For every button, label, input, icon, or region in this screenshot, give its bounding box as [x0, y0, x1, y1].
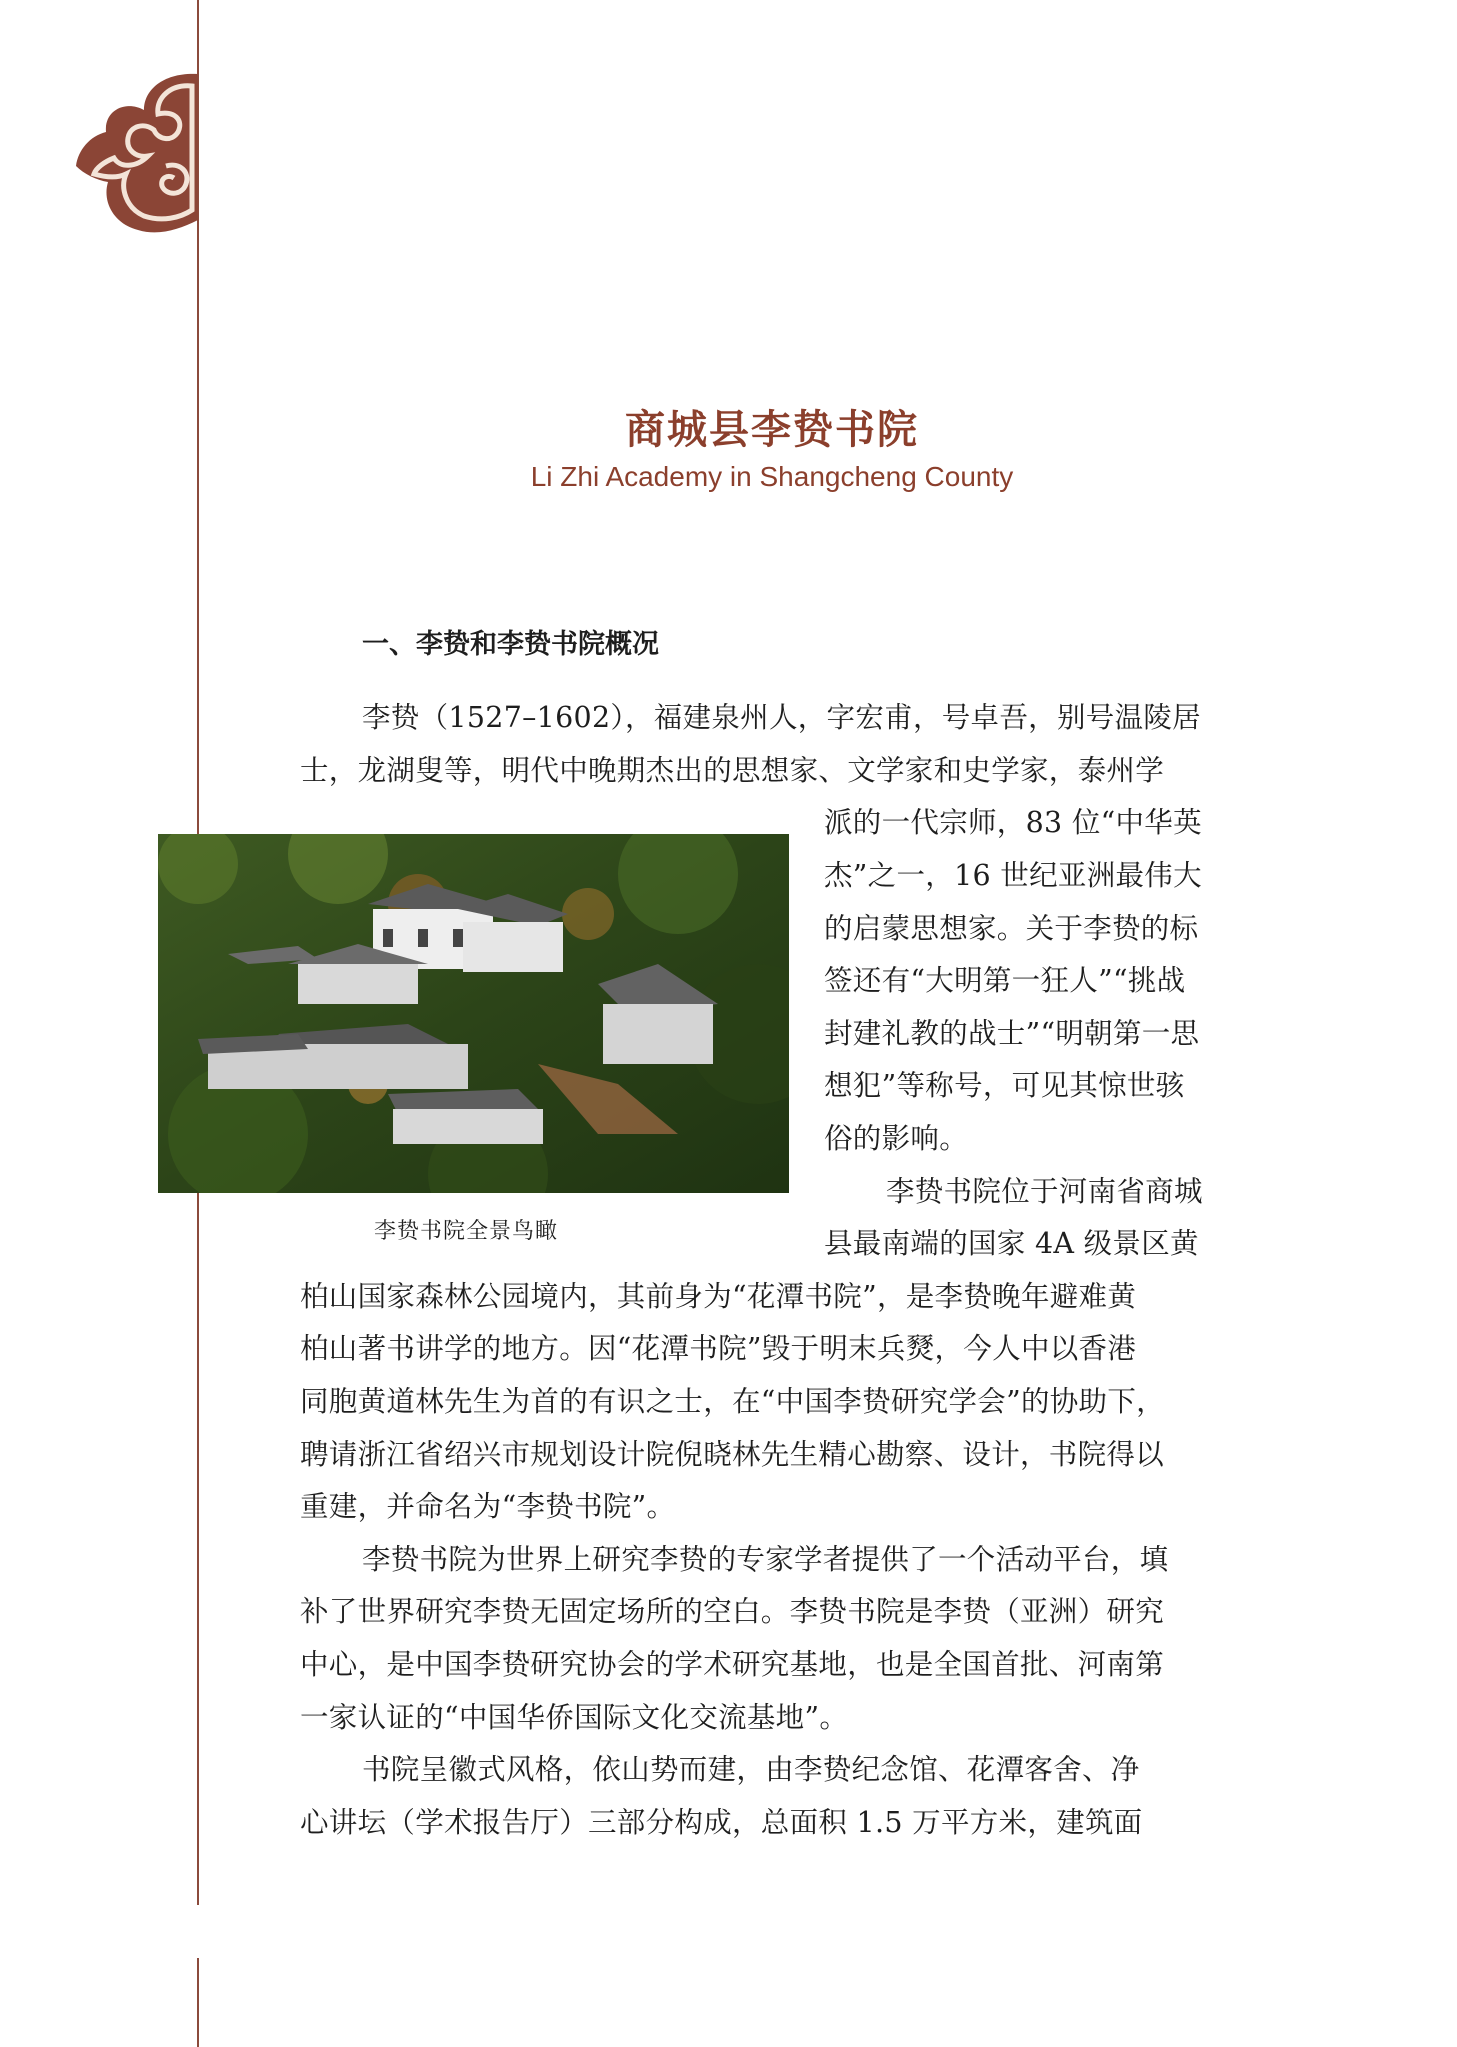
body-line: 县最南端的国家 4A 级景区黄 — [824, 1227, 1199, 1260]
body-line: 封建礼教的战士”“明朝第一思 — [824, 1017, 1200, 1050]
body-line: 柏山著书讲学的地方。因“花潭书院”毁于明末兵燹，今人中以香港 — [300, 1332, 1137, 1365]
academy-aerial-photo — [158, 834, 789, 1193]
photo-illustration — [158, 834, 789, 1193]
body-line: 中心，是中国李贽研究协会的学术研究基地，也是全国首批、河南第 — [300, 1648, 1165, 1681]
body-line: 杰”之一，16 世纪亚洲最伟大 — [824, 859, 1202, 892]
margin-rule-lower — [197, 1958, 199, 2047]
body-line: 补了世界研究李贽无固定场所的空白。李贽书院是李贽（亚洲）研究 — [300, 1595, 1165, 1628]
body-line: 的启蒙思想家。关于李贽的标 — [824, 912, 1199, 945]
body-line: 书院呈徽式风格，依山势而建，由李贽纪念馆、花潭客舍、净 — [362, 1753, 1140, 1786]
body-line: 李贽书院为世界上研究李贽的专家学者提供了一个活动平台，填 — [362, 1543, 1169, 1576]
page-title: 商城县李贽书院 — [625, 407, 919, 453]
photo-caption: 李贽书院全景鸟瞰 — [374, 1219, 559, 1244]
body-line: 柏山国家森林公园境内，其前身为“花潭书院”，是李贽晚年避难黄 — [300, 1280, 1137, 1313]
body-line: 一家认证的“中国华侨国际文化交流基地”。 — [300, 1701, 849, 1734]
body-line: 想犯”等称号，可见其惊世骇 — [824, 1069, 1185, 1102]
body-line: 重建，并命名为“李贽书院”。 — [300, 1490, 676, 1523]
body-line: 士，龙湖叟等，明代中晚期杰出的思想家、文学家和史学家，泰州学 — [300, 754, 1165, 787]
body-line: 李贽书院位于河南省商城 — [886, 1175, 1203, 1208]
page-subtitle: Li Zhi Academy in Shangcheng County — [530, 461, 1014, 492]
section-heading: 一、李贽和李贽书院概况 — [362, 629, 659, 660]
body-line: 聘请浙江省绍兴市规划设计院倪晓林先生精心勘察、设计，书院得以 — [300, 1438, 1165, 1471]
body-line: 同胞黄道林先生为首的有识之士，在“中国李贽研究学会”的协助下， — [300, 1385, 1165, 1418]
body-line: 签还有“大明第一狂人”“挑战 — [824, 964, 1186, 997]
body-line: 心讲坛（学术报告厅）三部分构成，总面积 1.5 万平方米，建筑面 — [300, 1806, 1143, 1839]
body-line: 派的一代宗师，83 位“中华英 — [824, 806, 1202, 839]
cloud-ornament-icon — [74, 70, 200, 238]
body-line: 俗的影响。 — [824, 1122, 969, 1155]
body-line: 李贽（1527–1602），福建泉州人，字宏甫，号卓吾，别号温陵居 — [362, 701, 1201, 734]
